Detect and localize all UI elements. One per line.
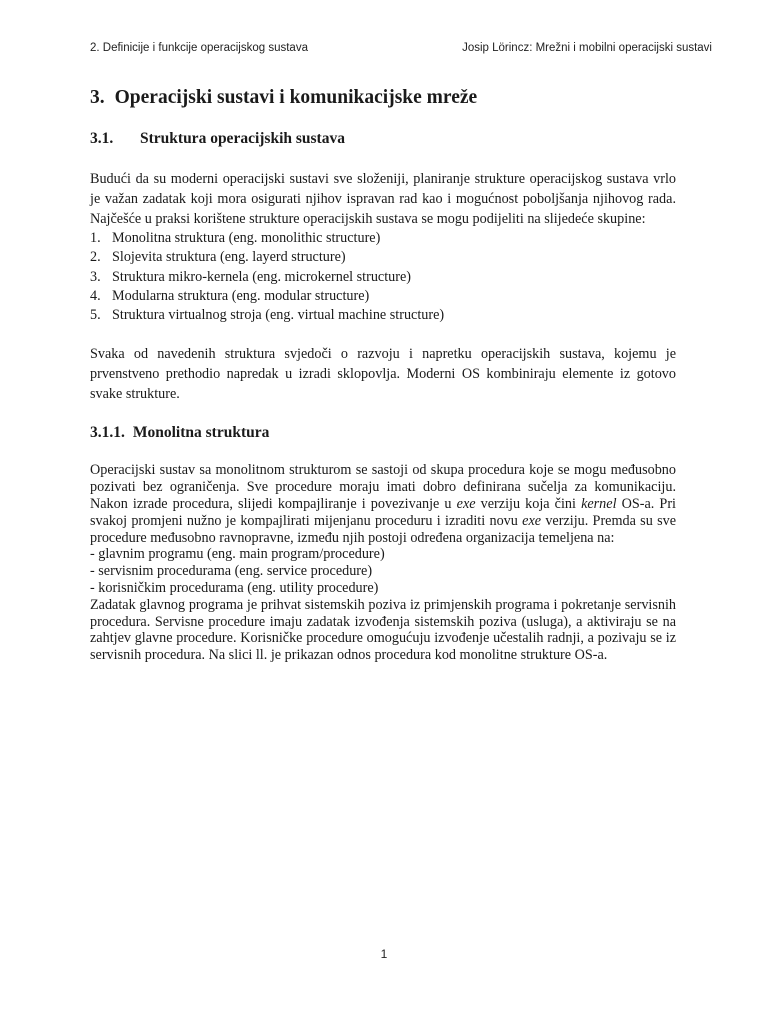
chapter-heading bbox=[90, 86, 676, 110]
intro-paragraph: Budući da su moderni operacijski sustavi sve složeniji, planiranje strukture operacijskog sustava vrlo je važan zadatak koji mora osigurati njihov ispravan rad kao i mogućnost poboljšanja njihovog rada. Najčešće u praksi korištene strukture operacijskih sustava se mogu podijeliti na slijedeće skupine: bbox=[90, 171, 676, 227]
evolution-paragraph: Svaka od navedenih struktura svjedoči o razvoju i napretku operacijskih sustava, kojemu je prvenstveno prethodio napredak u izradi sklopovlja. Moderni OS kombiniraju elemente iz gotovo svake strukture. bbox=[90, 346, 676, 403]
chapter-title: Operacijski sustavi i komunikacijske mreže bbox=[114, 87, 478, 108]
text-run: verziju koja čini bbox=[475, 496, 582, 513]
subsection-heading bbox=[90, 423, 676, 443]
page-content bbox=[90, 86, 676, 664]
list-item: - glavnim programu (eng. main program/procedure) bbox=[90, 546, 385, 563]
exe-term: exe bbox=[456, 496, 476, 513]
monolithic-paragraph bbox=[90, 462, 676, 546]
subsection-title: Monolitna struktura bbox=[132, 424, 270, 442]
header-left: 2. Definicije i funkcije operacijskog sustava bbox=[90, 42, 308, 54]
running-header bbox=[90, 42, 712, 54]
header-right: Josip Lörincz: Mrežni i mobilni operacijski sustavi bbox=[462, 42, 712, 54]
list-item-text: Slojevita struktura (eng. layerd structure) bbox=[112, 249, 346, 266]
kernel-term: kernel bbox=[581, 496, 617, 513]
list-item bbox=[90, 248, 676, 267]
text-run: verziju. Premda su sve procedure međusobno ravnopravne, između njih postoji određena organizacija temeljena na: bbox=[90, 512, 676, 546]
list-item-number: 3. bbox=[90, 268, 101, 285]
list-item bbox=[90, 268, 676, 287]
section-number: 3.1. bbox=[90, 130, 114, 147]
chapter-number: 3. bbox=[90, 87, 105, 108]
structure-list bbox=[90, 229, 676, 325]
list-item bbox=[90, 306, 676, 325]
list-item-text: Modularna struktura (eng. modular structure) bbox=[112, 287, 370, 304]
text-run: OS-a. Pri svakoj promjeni nužno je kompajlirati mijenjanu proceduru i izraditi novu bbox=[90, 496, 676, 529]
subsection-number: 3.1.1. bbox=[90, 424, 125, 442]
list-item-number: 2. bbox=[90, 249, 101, 266]
section-heading bbox=[90, 129, 676, 149]
list-item-text: Monolitna struktura (eng. monolithic structure) bbox=[112, 230, 381, 246]
section-title: Struktura operacijskih sustava bbox=[140, 130, 345, 147]
list-item: - servisnim procedurama (eng. service procedure) bbox=[90, 563, 373, 580]
list-item-number: 1. bbox=[90, 230, 101, 246]
text-run: Operacijski sustav sa monolitnom strukturom se sastoji od skupa procedura koje se mogu međusobno pozivati bez ograničenja. Sve procedure moraju imati dobro definirana sučelja za komunikaciju. Nakon izrade procedura, slijedi kompajliranje i povezivanje u bbox=[90, 462, 676, 513]
page-number: 1 bbox=[380, 947, 388, 961]
list-item bbox=[90, 229, 676, 248]
list-item-text: Struktura virtualnog stroja (eng. virtual machine structure) bbox=[112, 307, 445, 324]
closing-paragraph: Zadatak glavnog programa je prihvat sistemskih poziva iz primjenskih programa i pokretanje servisnih procedura. Servisne procedure imaju zadatak izvođenja sistemskih poziva (usluga), a aktiviraju se na zahtjev glavne procedure. Korisničke procedure omogućuju izvođenje učestalih radnji, a pozivaju se iz servisnih procedura. Na slici ll. je prikazan odnos procedura kod monolitne strukture OS-a. bbox=[90, 596, 676, 664]
list-item: - korisničkim procedurama (eng. utility procedure) bbox=[90, 580, 379, 597]
list-item-number: 5. bbox=[90, 307, 101, 324]
list-item bbox=[90, 287, 676, 306]
list-item-text: Struktura mikro-kernela (eng. microkernel structure) bbox=[112, 268, 412, 285]
exe-term: exe bbox=[522, 512, 542, 529]
list-item-number: 4. bbox=[90, 287, 101, 304]
monolithic-block bbox=[90, 462, 676, 664]
procedure-levels-list bbox=[90, 546, 676, 596]
